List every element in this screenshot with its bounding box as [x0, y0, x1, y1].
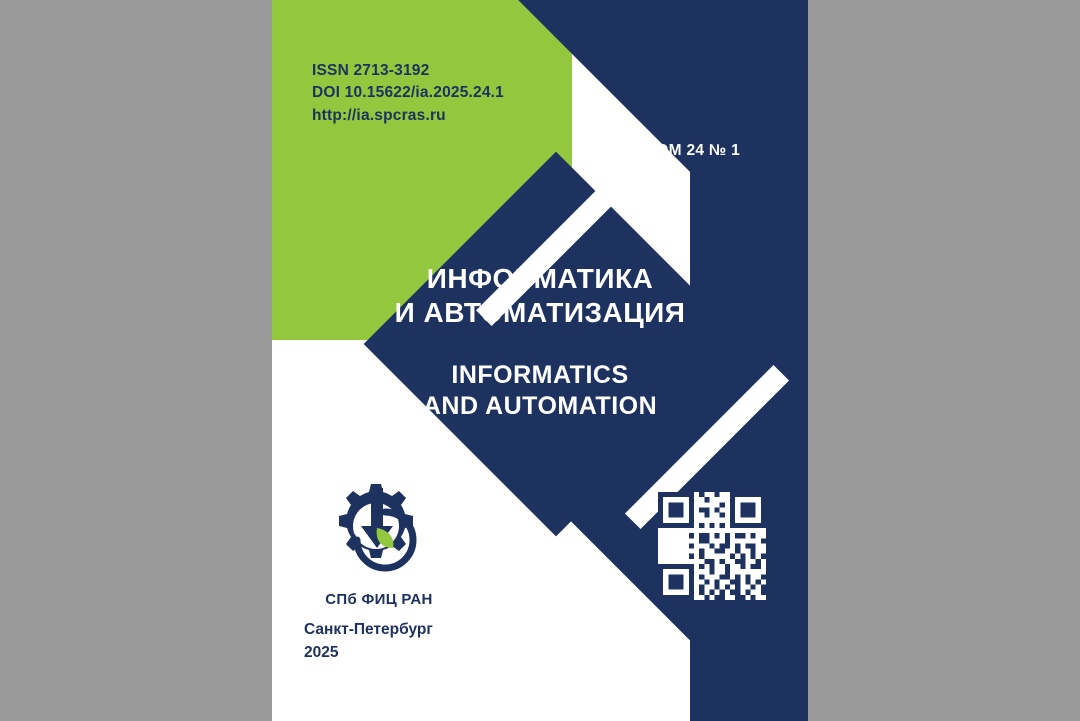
institute-logo-caption: СПб ФИЦ РАН [325, 591, 433, 608]
issn-doi-url-block [312, 60, 504, 127]
qr-code[interactable] [658, 492, 766, 600]
title-english-line-2: AND AUTOMATION [422, 391, 658, 420]
title-russian-line-1: ИНФОРМАТИКА [426, 263, 654, 294]
journal-cover [272, 0, 808, 721]
volume-issue-label: ТОМ 24 № 1 [646, 142, 740, 159]
year-label: 2025 [304, 644, 339, 662]
gear-leaf-logo-icon [325, 565, 433, 582]
title-english-line-1: INFORMATICS [451, 361, 629, 390]
title-english [272, 360, 808, 421]
title-block [272, 262, 808, 421]
city-label: Санкт-Петербург [304, 621, 433, 638]
title-russian [272, 262, 808, 330]
city-year-block [304, 618, 433, 665]
issn-line: ISSN 2713-3192 [312, 62, 430, 79]
title-russian-line-2: И АВТОМАТИЗАЦИЯ [394, 297, 686, 329]
institute-logo-block [304, 478, 454, 608]
url-line[interactable]: http://ia.spcras.ru [312, 106, 446, 124]
doi-line: DOI 10.15622/ia.2025.24.1 [312, 84, 505, 102]
